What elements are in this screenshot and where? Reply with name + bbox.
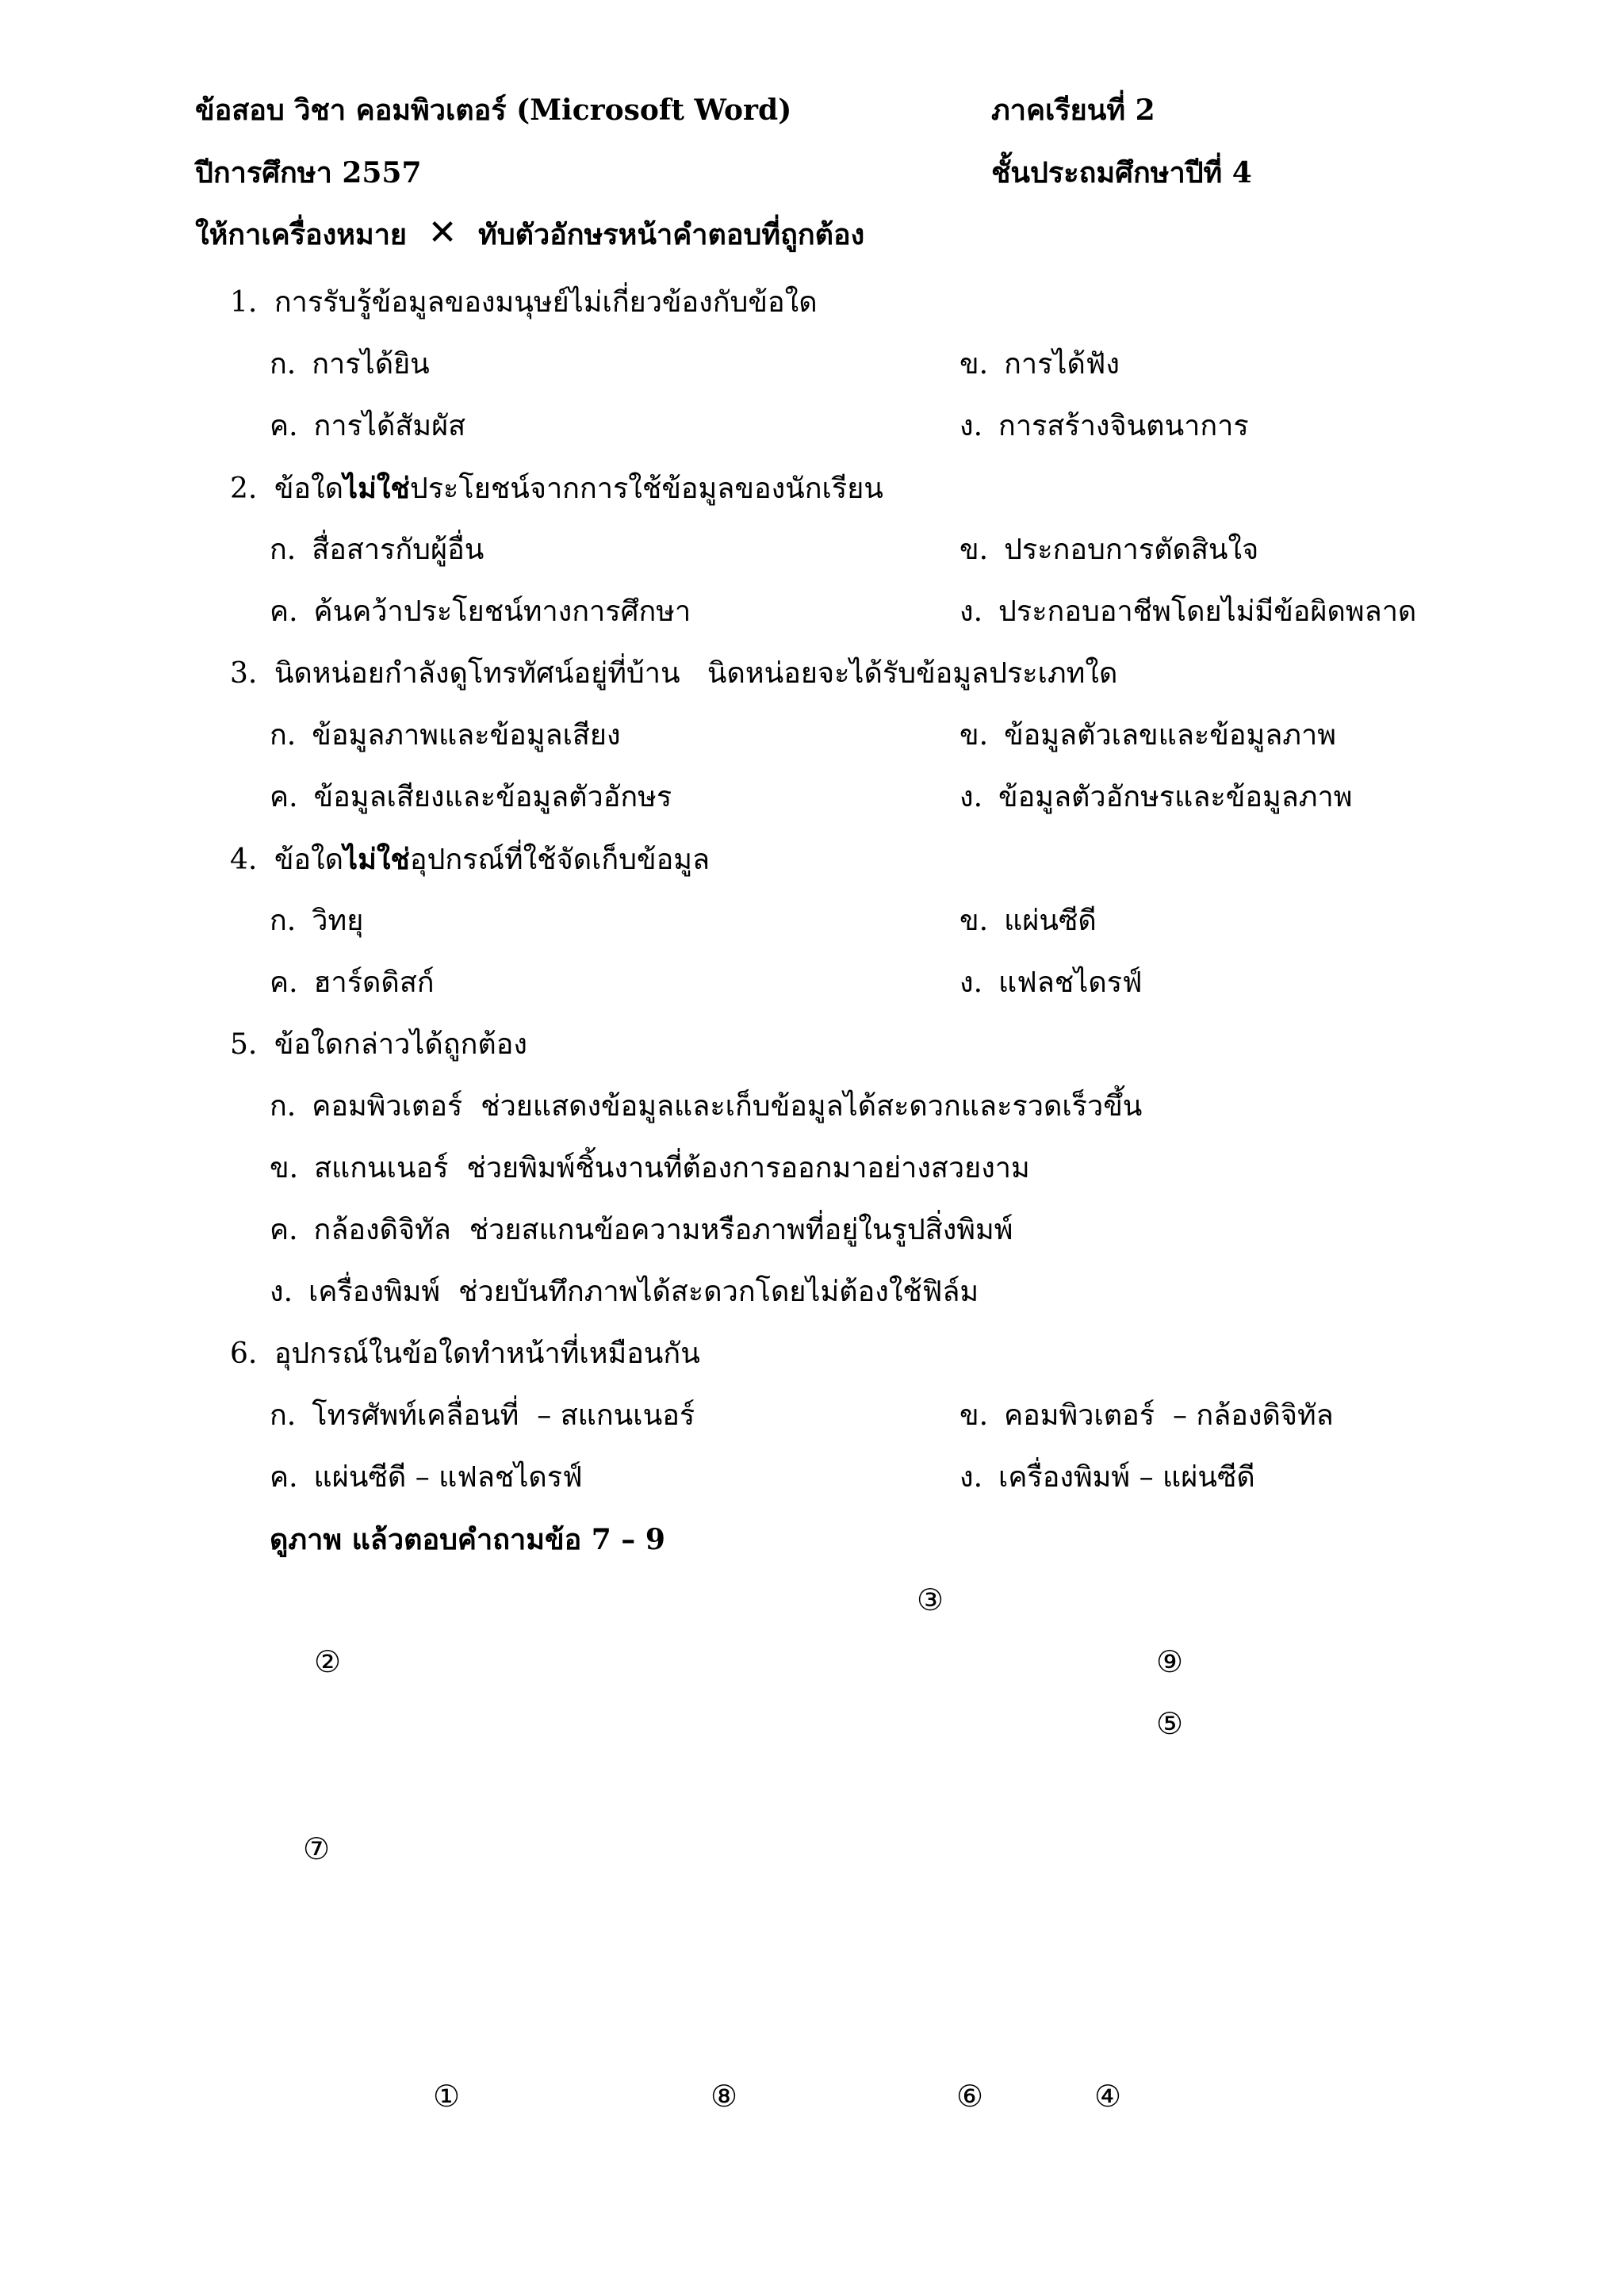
option-4-b[interactable] bbox=[959, 904, 1097, 939]
picture-marker-8: ⑧ bbox=[710, 2079, 738, 2114]
option-text: ข้อมูลภาพและข้อมูลเสียง bbox=[312, 719, 621, 752]
option-text: ข้อมูลตัวเลขและข้อมูลภาพ bbox=[1004, 719, 1336, 752]
option-letter: ง. bbox=[959, 1461, 983, 1494]
question-text-after: อุปกรณ์ที่ใช้จัดเก็บข้อมูล bbox=[409, 844, 710, 876]
option-4-c[interactable] bbox=[270, 966, 435, 1001]
option-text: ประกอบอาชีพโดยไม่มีข้อผิดพลาด bbox=[998, 595, 1417, 628]
option-letter: ก. bbox=[270, 1399, 297, 1432]
option-text: แผ่นซีดี – แฟลชไดรฟ์ bbox=[313, 1461, 583, 1494]
question-emphasis: ไม่ใช่ bbox=[343, 843, 410, 876]
picture-marker-7: ⑦ bbox=[303, 1831, 331, 1866]
picture-marker-6: ⑥ bbox=[956, 2079, 984, 2114]
option-3-d[interactable] bbox=[959, 780, 1352, 815]
option-text: ค้นคว้าประโยชน์ทางการศึกษา bbox=[313, 595, 691, 628]
option-letter: ง. bbox=[270, 1276, 293, 1308]
option-text: กล้องดิจิทัล ช่วยสแกนข้อความหรือภาพที่อยู่ในรูปสิ่งพิมพ์ bbox=[313, 1214, 1013, 1246]
option-letter: ง. bbox=[959, 410, 983, 442]
option-letter: ค. bbox=[270, 966, 298, 999]
option-2-d[interactable] bbox=[959, 595, 1416, 629]
picture-marker-2: ② bbox=[314, 1644, 342, 1679]
exam-title: ข้อสอบ วิชา คอมพิวเตอร์ (Microsoft Word) bbox=[195, 94, 792, 127]
option-letter: ก. bbox=[270, 905, 297, 937]
option-text: เครื่องพิมพ์ – แผ่นซีดี bbox=[998, 1461, 1255, 1494]
question-6 bbox=[230, 1337, 700, 1372]
question-number: 5. bbox=[230, 1028, 258, 1061]
option-text: คอมพิวเตอร์ ช่วยแสดงข้อมูลและเก็บข้อมูลได้สะดวกและรวดเร็วขึ้น bbox=[312, 1090, 1143, 1123]
option-letter: ค. bbox=[270, 781, 298, 813]
question-text-before: ข้อใด bbox=[274, 473, 343, 505]
option-text: สื่อสารกับผู้อื่น bbox=[312, 534, 485, 566]
cross-mark-icon: ✕ bbox=[427, 212, 458, 253]
option-letter: ข. bbox=[959, 348, 989, 381]
picture-marker-4: ④ bbox=[1094, 2079, 1122, 2114]
option-1-a[interactable] bbox=[270, 347, 430, 382]
option-5-a[interactable] bbox=[270, 1089, 1142, 1124]
option-4-d[interactable] bbox=[959, 966, 1143, 1001]
picture-marker-3: ③ bbox=[917, 1582, 944, 1617]
option-2-b[interactable] bbox=[959, 533, 1258, 568]
question-text: นิดหน่อยกำลังดูโทรทัศน์อยู่ที่บ้าน นิดหน่อยจะได้รับข้อมูลประเภทใด bbox=[274, 657, 1118, 690]
question-number: 6. bbox=[230, 1337, 258, 1370]
picture-marker-1: ① bbox=[433, 2079, 461, 2114]
option-text: เครื่องพิมพ์ ช่วยบันทึกภาพได้สะดวกโดยไม่ต้องใช้ฟิล์ม bbox=[308, 1276, 979, 1308]
option-letter: ก. bbox=[270, 534, 297, 566]
option-text: คอมพิวเตอร์ – กล้องดิจิทัล bbox=[1004, 1399, 1334, 1432]
option-6-b[interactable] bbox=[959, 1399, 1334, 1433]
question-text bbox=[274, 473, 883, 505]
option-1-c[interactable] bbox=[270, 409, 465, 444]
option-text: ข้อมูลเสียงและข้อมูลตัวอักษร bbox=[313, 781, 672, 813]
option-6-a[interactable] bbox=[270, 1399, 695, 1433]
question-text-after: ประโยชน์จากการใช้ข้อมูลของนักเรียน bbox=[409, 473, 883, 505]
option-letter: ข. bbox=[959, 905, 989, 937]
question-text: การรับรู้ข้อมูลของมนุษย์ไม่เกี่ยวข้องกับข้อใด bbox=[274, 286, 818, 319]
option-5-c[interactable] bbox=[270, 1213, 1013, 1248]
option-1-d[interactable] bbox=[959, 409, 1249, 444]
instruction-text-before: ให้กาเครื่องหมาย bbox=[195, 218, 408, 251]
option-text: สแกนเนอร์ ช่วยพิมพ์ชิ้นงานที่ต้องการออกมาอย่างสวยงาม bbox=[314, 1152, 1030, 1184]
option-letter: ค. bbox=[270, 410, 298, 442]
option-text: ประกอบการตัดสินใจ bbox=[1004, 534, 1259, 566]
option-text: วิทยุ bbox=[312, 905, 364, 937]
option-letter: ค. bbox=[270, 1214, 298, 1246]
option-5-d[interactable] bbox=[270, 1275, 979, 1310]
instruction-text-after: ทับตัวอักษรหน้าคำตอบที่ถูกต้อง bbox=[477, 218, 865, 251]
option-letter: ค. bbox=[270, 595, 298, 628]
question-text-before: ข้อใด bbox=[274, 844, 343, 876]
option-6-d[interactable] bbox=[959, 1460, 1255, 1495]
grade-level: ชั้นประถมศึกษาปีที่ 4 bbox=[991, 156, 1252, 189]
option-2-a[interactable] bbox=[270, 533, 484, 568]
option-3-b[interactable] bbox=[959, 718, 1336, 753]
instruction-line bbox=[195, 212, 865, 253]
option-1-b[interactable] bbox=[959, 347, 1120, 382]
question-number: 2. bbox=[230, 473, 258, 505]
option-3-c[interactable] bbox=[270, 780, 672, 815]
option-5-b[interactable] bbox=[270, 1151, 1030, 1186]
option-text: แผ่นซีดี bbox=[1004, 905, 1097, 937]
option-letter: ข. bbox=[959, 1399, 989, 1432]
option-text: การได้ยิน bbox=[312, 348, 430, 381]
option-text: การได้ฟัง bbox=[1004, 348, 1120, 381]
question-5 bbox=[230, 1027, 527, 1062]
option-letter: ง. bbox=[959, 595, 983, 628]
semester-label: ภาคเรียนที่ 2 bbox=[991, 94, 1155, 127]
picture-section-heading: ดูภาพ แล้วตอบคำถามข้อ 7 – 9 bbox=[270, 1523, 665, 1556]
question-emphasis: ไม่ใช่ bbox=[343, 472, 410, 505]
option-text: ฮาร์ดดิสก์ bbox=[313, 966, 435, 999]
question-2 bbox=[230, 471, 883, 507]
option-4-a[interactable] bbox=[270, 904, 363, 939]
question-4 bbox=[230, 842, 710, 878]
option-letter: ก. bbox=[270, 719, 297, 752]
option-text: ข้อมูลตัวอักษรและข้อมูลภาพ bbox=[998, 781, 1353, 813]
academic-year: ปีการศึกษา 2557 bbox=[195, 156, 422, 189]
question-text: ข้อใดกล่าวได้ถูกต้อง bbox=[274, 1028, 527, 1061]
option-letter: ก. bbox=[270, 348, 297, 381]
question-1 bbox=[230, 285, 818, 320]
question-number: 4. bbox=[230, 844, 258, 876]
option-letter: ก. bbox=[270, 1090, 297, 1123]
question-number: 3. bbox=[230, 657, 258, 690]
question-text bbox=[274, 844, 710, 876]
option-text: การได้สัมผัส bbox=[313, 410, 466, 442]
option-letter: ข. bbox=[959, 534, 989, 566]
option-letter: ค. bbox=[270, 1461, 298, 1494]
option-text: การสร้างจินตนาการ bbox=[998, 410, 1249, 442]
option-text: แฟลชไดรฟ์ bbox=[998, 966, 1143, 999]
option-3-a[interactable] bbox=[270, 718, 621, 753]
option-letter: ข. bbox=[270, 1152, 299, 1184]
option-letter: ง. bbox=[959, 781, 983, 813]
option-letter: ข. bbox=[959, 719, 989, 752]
picture-marker-9: ⑨ bbox=[1156, 1644, 1184, 1679]
option-2-c[interactable] bbox=[270, 595, 691, 629]
question-text: อุปกรณ์ในข้อใดทำหน้าที่เหมือนกัน bbox=[274, 1337, 700, 1370]
picture-marker-5: ⑤ bbox=[1156, 1706, 1184, 1741]
question-number: 1. bbox=[230, 286, 258, 319]
option-text: โทรศัพท์เคลื่อนที่ – สแกนเนอร์ bbox=[312, 1399, 695, 1432]
option-6-c[interactable] bbox=[270, 1460, 583, 1495]
question-3 bbox=[230, 656, 1117, 691]
option-letter: ง. bbox=[959, 966, 983, 999]
